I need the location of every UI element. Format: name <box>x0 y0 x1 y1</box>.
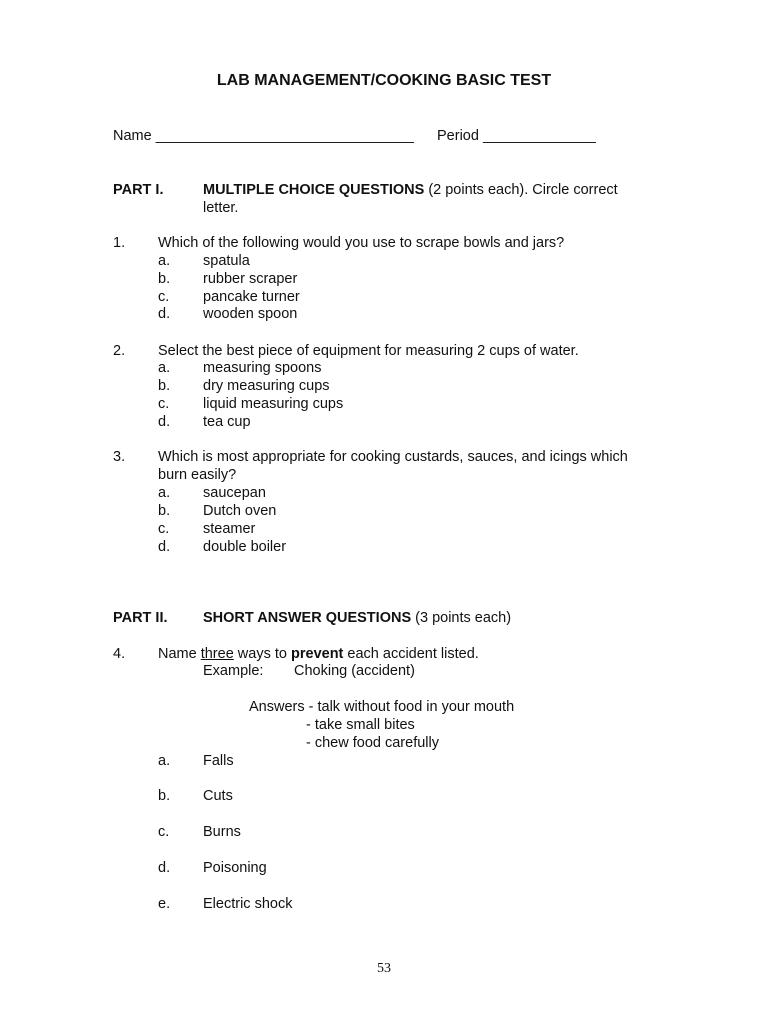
option-text: rubber scraper <box>203 271 298 287</box>
name-field[interactable]: Name ________________________________ <box>113 128 414 144</box>
item-text: Burns <box>203 824 241 840</box>
item-text: Cuts <box>203 788 233 804</box>
option-letter[interactable]: d. <box>158 414 171 430</box>
q4-text-post: each accident listed. <box>343 646 479 662</box>
option-text: liquid measuring cups <box>203 396 344 412</box>
part2-heading: SHORT ANSWER QUESTIONS <box>203 610 412 626</box>
option-text: pancake turner <box>203 289 300 305</box>
question-number: 4. <box>113 646 126 662</box>
option-letter[interactable]: c. <box>158 521 170 537</box>
q4-text-underlined: three <box>200 646 234 662</box>
example-text: Choking (accident) <box>294 663 415 679</box>
part1-heading-line <box>203 181 618 199</box>
page-title: LAB MANAGEMENT/COOKING BASIC TEST <box>216 72 552 89</box>
item-text: Poisoning <box>203 860 267 876</box>
option-text: wooden spoon <box>203 306 298 322</box>
option-text: saucepan <box>203 485 266 501</box>
part1-label: PART I. <box>113 182 164 198</box>
example-answers: Answers - talk without food in your mouth <box>249 699 515 715</box>
option-letter[interactable]: b. <box>158 503 171 519</box>
example-answer: - take small bites <box>306 717 415 733</box>
part1-instruction: (2 points each). Circle correct <box>428 182 618 198</box>
q4-text-pre: Name <box>158 646 201 662</box>
option-letter[interactable]: d. <box>158 539 171 555</box>
question-number: 3. <box>113 449 126 465</box>
part2-label: PART II. <box>113 610 168 626</box>
part1-instruction-cont: letter. <box>203 200 239 216</box>
question-text <box>158 645 479 663</box>
question-text: Which is most appropriate for cooking custards, sauces, and icings which <box>158 449 628 465</box>
question-text: Which of the following would you use to scrape bowls and jars? <box>158 235 565 251</box>
page-number: 53 <box>377 961 391 976</box>
example-label: Example: <box>203 663 264 679</box>
option-letter[interactable]: c. <box>158 396 170 412</box>
option-text: dry measuring cups <box>203 378 330 394</box>
q4-text-mid: ways to <box>233 646 291 662</box>
option-text: Dutch oven <box>203 503 277 519</box>
option-letter[interactable]: a. <box>158 253 171 269</box>
part2-heading-line <box>203 609 511 627</box>
item-text: Electric shock <box>203 896 293 912</box>
item-text: Falls <box>203 753 234 769</box>
option-letter[interactable]: d. <box>158 306 171 322</box>
q4-text-bold: prevent <box>291 646 344 662</box>
question-number: 1. <box>113 235 126 251</box>
option-letter[interactable]: c. <box>158 289 170 305</box>
question-number: 2. <box>113 343 126 359</box>
item-letter: d. <box>158 860 171 876</box>
option-text: spatula <box>203 253 250 269</box>
part2-instruction: (3 points each) <box>415 610 512 626</box>
option-text: measuring spoons <box>203 360 322 376</box>
question-text-cont: burn easily? <box>158 467 237 483</box>
option-letter[interactable]: b. <box>158 378 171 394</box>
option-letter[interactable]: a. <box>158 485 171 501</box>
item-letter: b. <box>158 788 171 804</box>
option-text: steamer <box>203 521 256 537</box>
item-letter: e. <box>158 896 171 912</box>
example-answer: - chew food carefully <box>306 735 439 751</box>
item-letter: a. <box>158 753 171 769</box>
item-letter: c. <box>158 824 170 840</box>
period-field[interactable]: Period ______________ <box>437 128 596 144</box>
part1-heading: MULTIPLE CHOICE QUESTIONS <box>203 182 425 198</box>
option-text: tea cup <box>203 414 251 430</box>
option-text: double boiler <box>203 539 287 555</box>
option-letter[interactable]: b. <box>158 271 171 287</box>
question-text: Select the best piece of equipment for measuring 2 cups of water. <box>158 343 579 359</box>
option-letter[interactable]: a. <box>158 360 171 376</box>
